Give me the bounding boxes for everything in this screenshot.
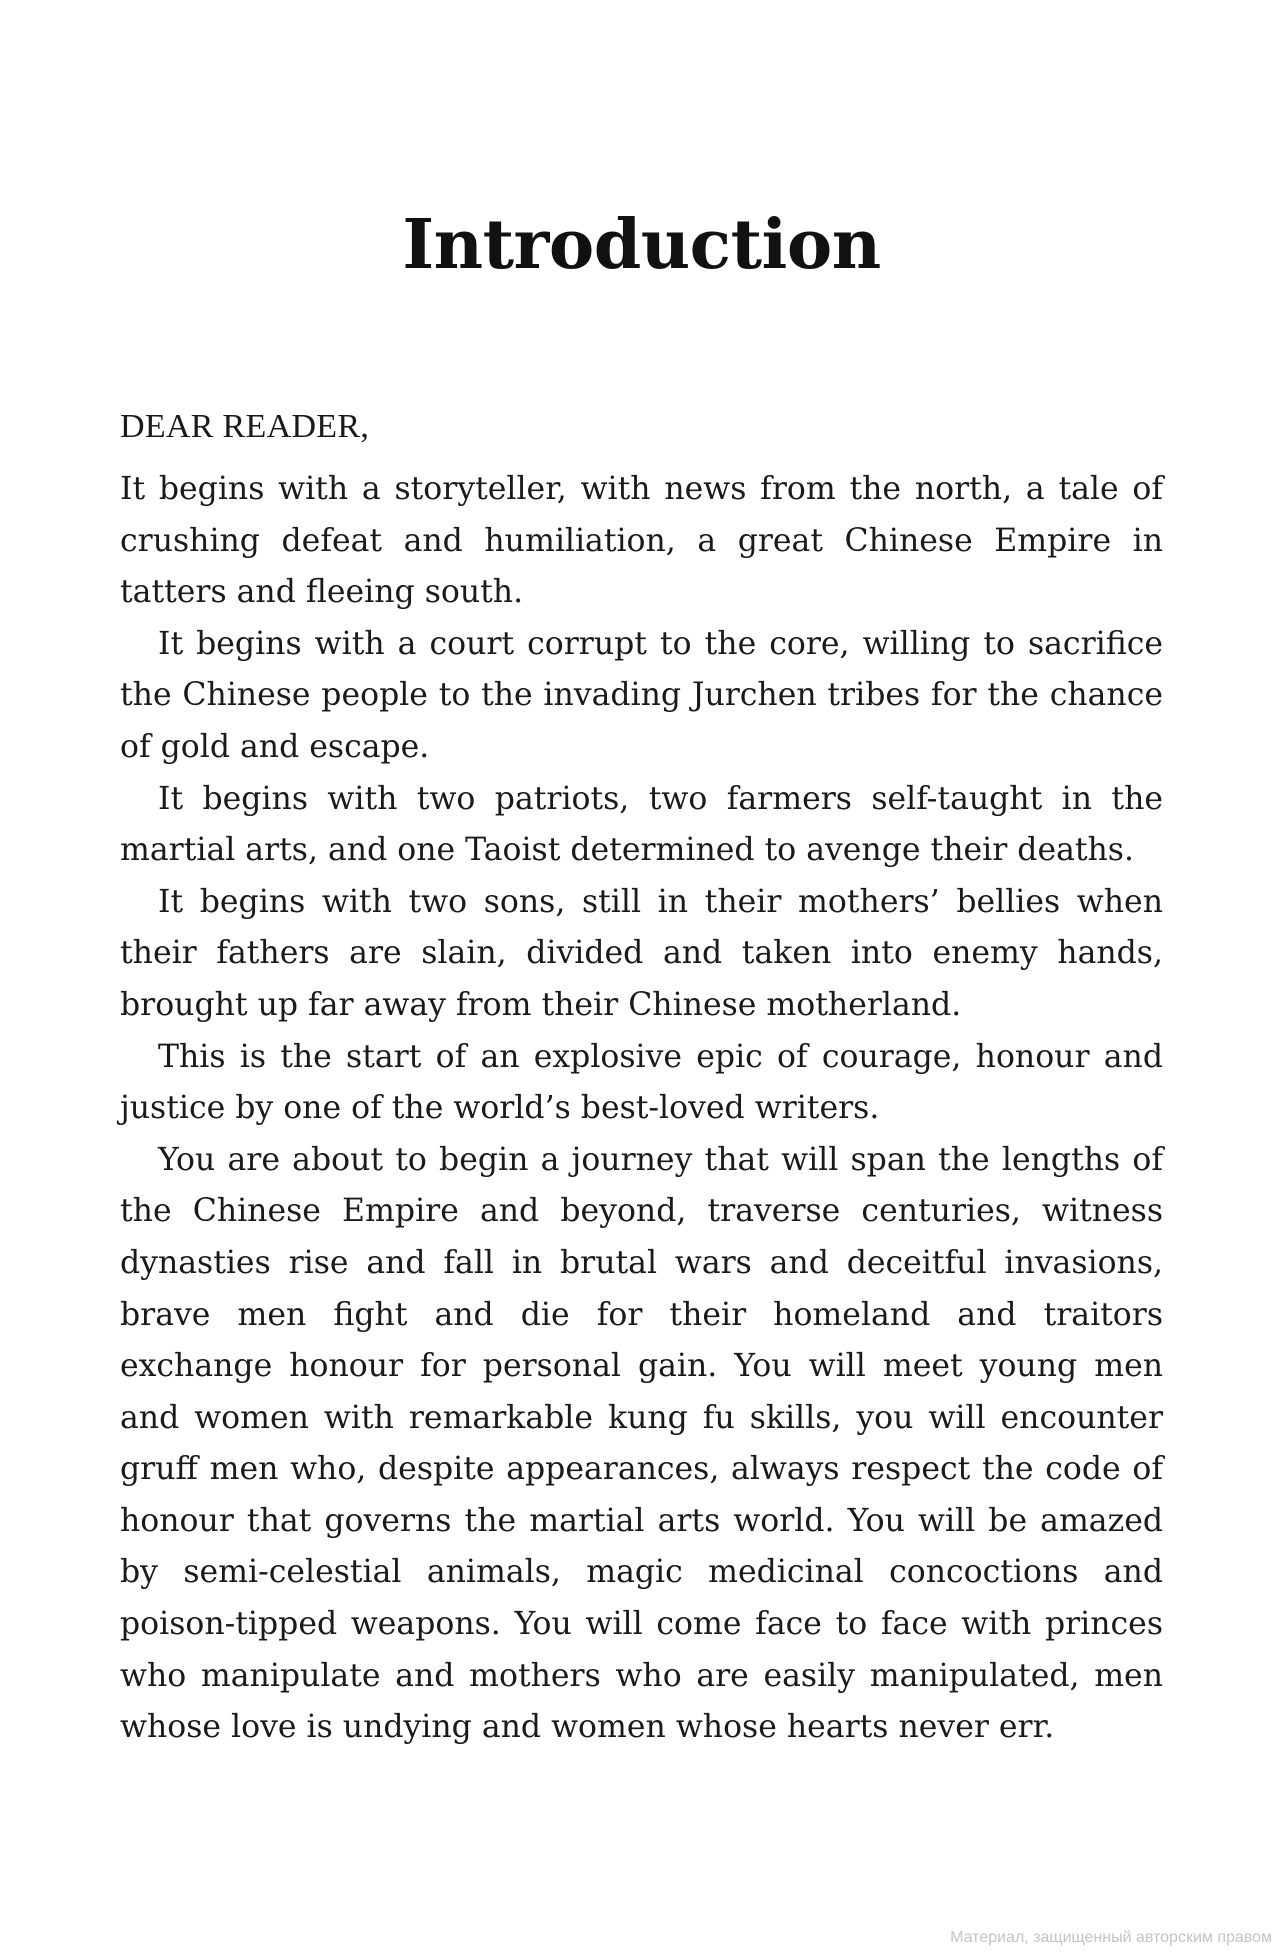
paragraph-6: You are about to begin a journey that will span the lengths of the Chinese Empire and beyond, traverse centuries, witness dynasties rise and fall in brutal wars and deceitful invasions, brave men fight and die for their homeland and traitors exchange honour for personal gain. You will meet young men and women with remarkable kung fu skills, you will encounter gruff men who, despite appearances, always respect the code of honour that governs the martial arts world. You will be amazed by semi-celestial animals, magic medicinal concoctions and poison-tipped weapons. You will come face to face with princes who manipulate and mothers who are easily manipulated, men whose love is undying and women whose hearts never err. [120, 1141, 1163, 1746]
copyright-watermark: Материал, защищенный авторским правом [950, 1929, 1272, 1946]
book-page [120, 0, 1163, 1953]
paragraph-1: It begins with a storyteller, with news from the north, a tale of crushing defeat and humiliation, a great Chinese Empire in tatters and fleeing south. [120, 471, 1163, 611]
body-text [120, 464, 1163, 1754]
paragraph-4: It begins with two sons, still in their mothers’ bellies when their fathers are slain, divided and taken into enemy hands, brought up far away from their Chinese motherland. [120, 883, 1163, 1023]
chapter-title: Introduction [402, 205, 881, 285]
paragraph-2: It begins with a court corrupt to the core, willing to sacrifice the Chinese people to the invading Jurchen tribes for the chance of gold and escape. [120, 625, 1163, 765]
salutation: DEAR READER, [120, 408, 370, 445]
paragraph-5: This is the start of an explosive epic of courage, honour and justice by one of the world’s best-loved writers. [120, 1038, 1163, 1127]
paragraph-3: It begins with two patriots, two farmers self-taught in the martial arts, and one Taoist determined to avenge their deaths. [120, 780, 1163, 869]
